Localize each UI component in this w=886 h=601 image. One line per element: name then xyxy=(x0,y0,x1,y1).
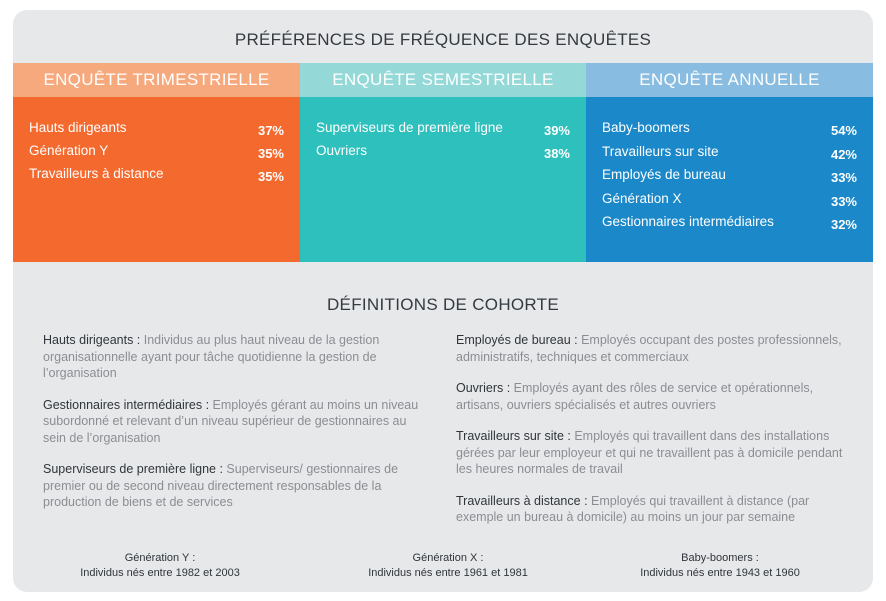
cohort-percent: 42% xyxy=(830,146,857,162)
generation-name: Génération X : xyxy=(412,552,484,564)
column-quarterly xyxy=(13,63,300,262)
cohort-label: Baby-boomers xyxy=(602,120,690,135)
cohort-label: Hauts dirigeants xyxy=(29,120,127,135)
list-item xyxy=(300,120,586,143)
definition-term: Travailleurs à distance : xyxy=(456,493,588,508)
cohort-percent: 38% xyxy=(543,146,570,161)
cohort-percent: 35% xyxy=(257,146,284,161)
cohort-label: Travailleurs à distance xyxy=(29,166,164,181)
definition-text: Employés occupant des postes professionnels, administratifs, techniques et commerciaux xyxy=(456,333,842,364)
list-item xyxy=(586,191,873,215)
list-item xyxy=(13,120,300,143)
generation-range: Individus nés entre 1943 et 1960 xyxy=(640,567,800,579)
list-item xyxy=(586,214,873,238)
cohort-percent: 33% xyxy=(830,193,857,209)
cohort-percent: 37% xyxy=(257,123,284,138)
cohort-percent: 39% xyxy=(543,123,570,138)
list-item xyxy=(300,143,586,166)
column-heading: ENQUÊTE ANNUELLE xyxy=(586,63,873,97)
baby-boomers-note xyxy=(590,551,850,581)
infographic-card xyxy=(13,10,873,592)
definition-term: Ouvriers : xyxy=(456,381,511,395)
cohort-label: Travailleurs sur site xyxy=(602,143,719,159)
definition-text: Employés qui travaillent à distance (par exemple un bureau à domicile) au moins un jour par semaine xyxy=(456,493,810,524)
column-rows xyxy=(586,120,873,238)
column-rows xyxy=(13,120,300,189)
generation-x-note xyxy=(318,551,578,581)
definition-item xyxy=(456,493,851,526)
column-heading: ENQUÊTE TRIMESTRIELLE xyxy=(13,63,300,97)
page-title: PRÉFÉRENCES DE FRÉQUENCE DES ENQUÊTES xyxy=(234,30,652,49)
cohort-label: Employés de bureau xyxy=(602,167,726,182)
definition-term: Superviseurs de première ligne : xyxy=(43,462,223,476)
generation-range: Individus nés entre 1982 et 2003 xyxy=(80,567,240,579)
cohort-percent: 35% xyxy=(257,169,284,184)
list-item xyxy=(586,167,873,191)
column-rows xyxy=(300,120,586,166)
list-item xyxy=(13,166,300,189)
generation-range: Individus nés entre 1961 et 1981 xyxy=(368,567,528,579)
list-item xyxy=(586,144,873,168)
list-item xyxy=(586,120,873,144)
generation-name: Baby-boomers : xyxy=(681,552,759,564)
cohort-percent: 32% xyxy=(830,217,857,232)
definition-text: Individus au plus haut niveau de la gestion organisationnelle ayant pour tâche quotidienne la gestion de l’organisation xyxy=(43,333,380,380)
definition-text: Employés gérant au moins un niveau subordonné et relevant d’un niveau supérieur de gestionnaires au sein de l’organisation xyxy=(43,397,419,445)
frequency-columns xyxy=(13,63,873,262)
definition-item xyxy=(456,428,851,478)
definition-item xyxy=(456,332,851,365)
cohort-label: Génération X xyxy=(602,190,682,206)
cohort-label: Ouvriers xyxy=(316,143,368,158)
cohort-label: Gestionnaires intermédiaires xyxy=(602,214,774,229)
definition-term: Gestionnaires intermédiaires : xyxy=(43,397,210,412)
list-item xyxy=(13,143,300,166)
definition-item xyxy=(43,461,428,511)
definition-term: Employés de bureau : xyxy=(456,333,578,347)
generation-footnotes xyxy=(13,551,873,587)
column-semiannual xyxy=(300,63,586,262)
cohort-label: Génération Y xyxy=(29,143,109,158)
definition-text: Employés qui travaillent dans des installations gérées par leur employeur et qui ne travaillent pas à domicile pendant les heures normales de travail xyxy=(456,429,843,476)
column-annual xyxy=(586,63,873,262)
definition-term: Travailleurs sur site : xyxy=(456,429,571,443)
cohort-label: Superviseurs de première ligne xyxy=(316,120,503,135)
definitions-title: DÉFINITIONS DE COHORTE xyxy=(326,295,560,314)
definitions-right xyxy=(456,332,851,541)
definition-item xyxy=(456,380,851,413)
generation-name: Génération Y : xyxy=(124,552,196,564)
definition-text: Employés ayant des rôles de service et opérationnels, artisans, ouvriers spécialisés et autres ouvriers xyxy=(456,381,814,412)
definition-item xyxy=(43,332,428,382)
cohort-percent: 54% xyxy=(830,123,857,138)
column-heading: ENQUÊTE SEMESTRIELLE xyxy=(300,63,586,97)
definition-term: Hauts dirigeants : xyxy=(43,333,141,347)
definition-item xyxy=(43,397,428,447)
generation-y-note xyxy=(30,551,290,581)
cohort-percent: 33% xyxy=(830,170,857,185)
definitions-left xyxy=(43,332,428,526)
definition-text: Superviseurs/ gestionnaires de premier ou de second niveau directement responsables de la production de biens et de services xyxy=(43,462,399,509)
